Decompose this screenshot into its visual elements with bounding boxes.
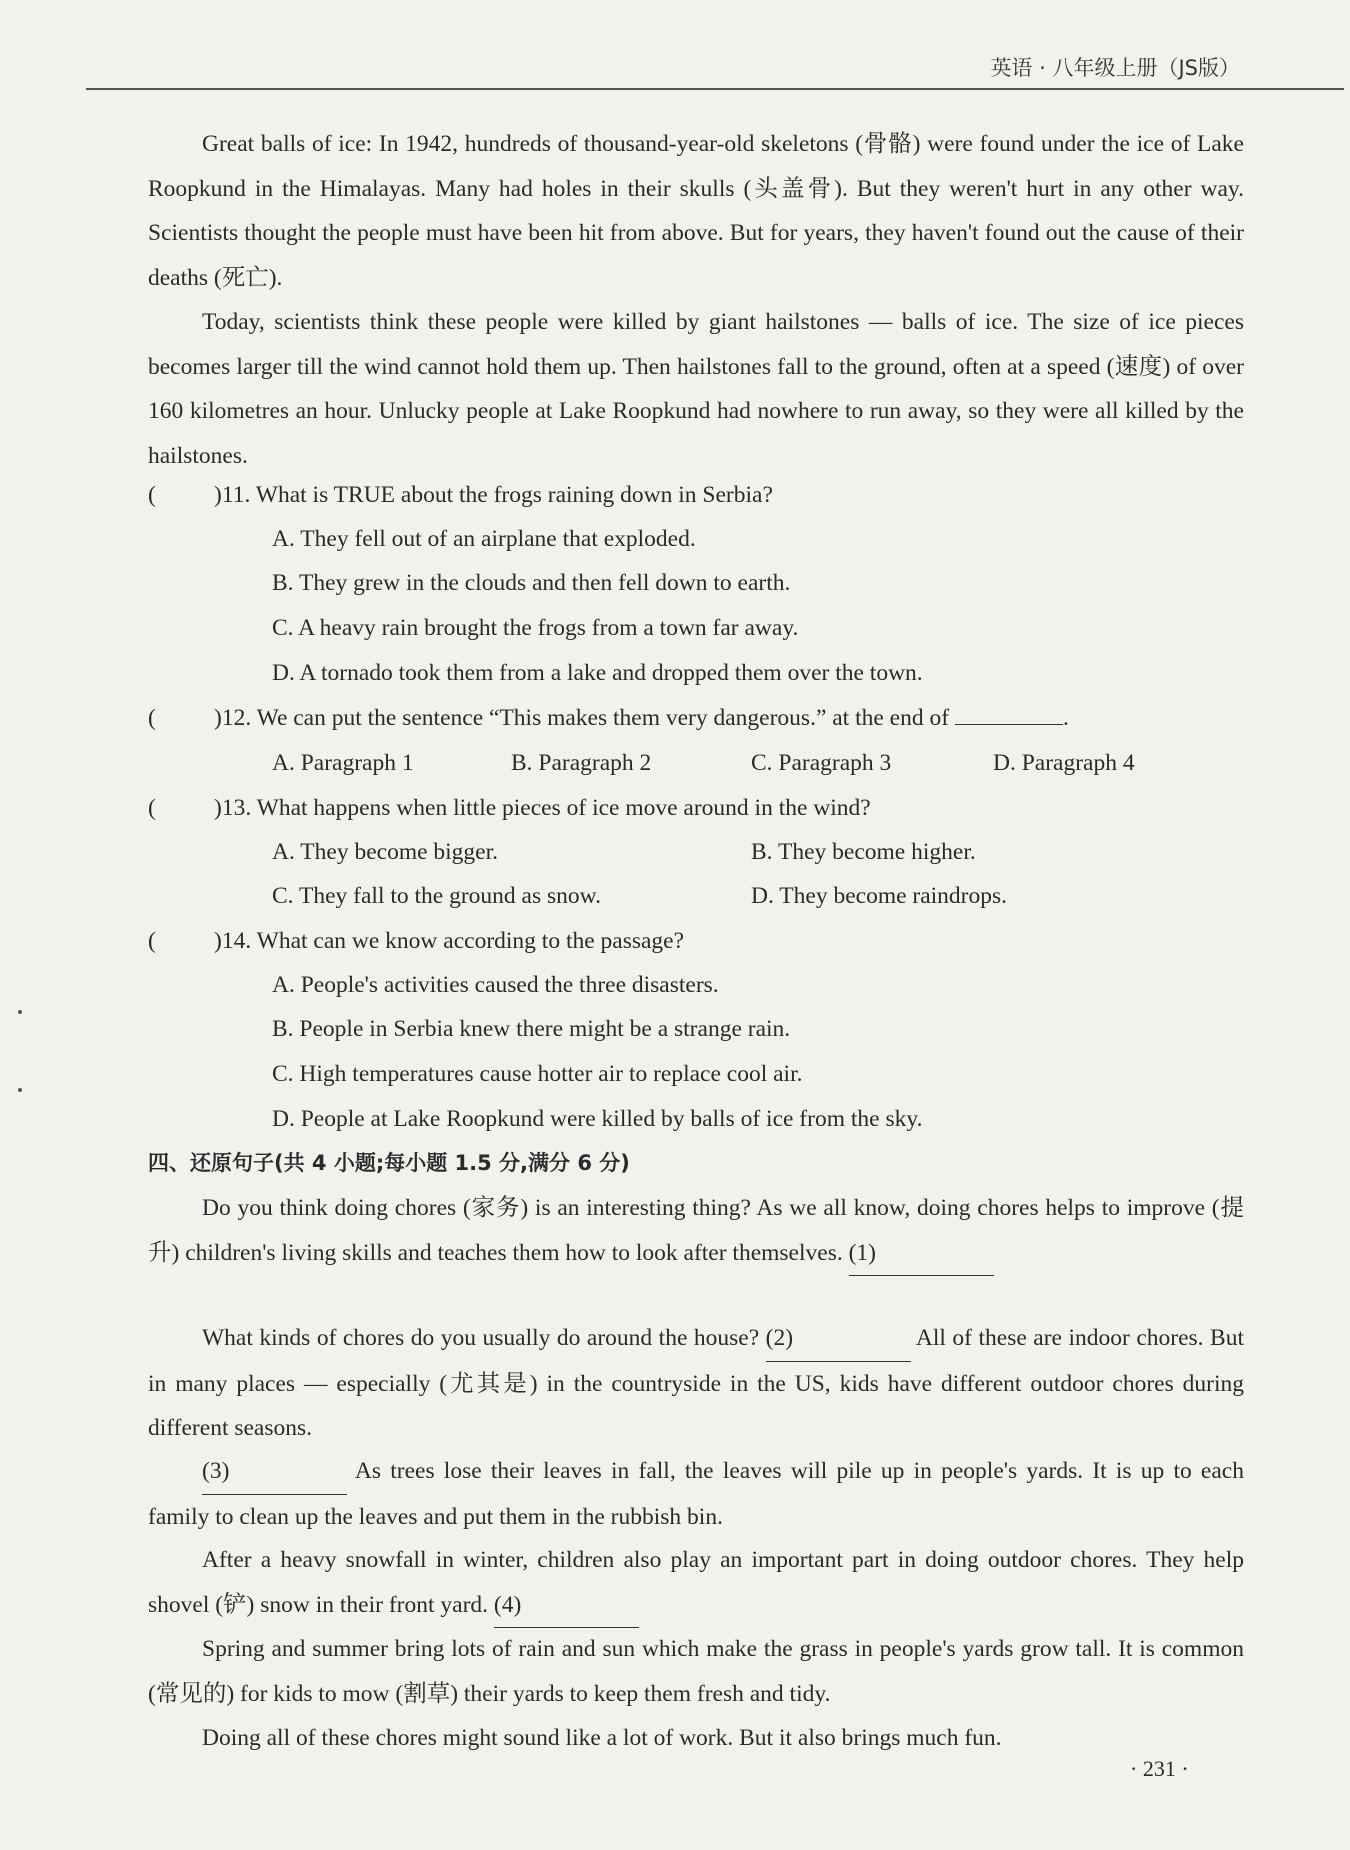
option: C. High temperatures cause hotter air to replace cool air. [272,1061,803,1087]
page-number: · 231 · [1130,1756,1189,1781]
answer-blank-4[interactable] [494,1583,639,1629]
option: A. Paragraph 1 [272,750,414,776]
blank-label: (1) [848,1239,876,1266]
answer-blank-3[interactable] [202,1449,347,1495]
answer-blank[interactable] [955,701,1063,726]
option: C. A heavy rain brought the frogs from a town far away. [272,615,799,641]
paragraph-text: Do you think doing chores (家务) is an interesting thing? As we all know, doing chores helps to improve (提升) children's living skills and teaches them how to look after themselves. [148,1195,1244,1266]
passage-paragraph [148,1538,1244,1628]
option: D. A tornado took them from a lake and dropped them over the town. [272,660,923,686]
option: D. Paragraph 4 [993,750,1135,776]
option: C. They fall to the ground as snow. [272,883,601,909]
margin-dot [18,1010,22,1014]
header-rule [86,88,1344,90]
section-heading: 四、还原句子(共 4 小题;每小题 1.5 分,满分 6 分) [148,1151,630,1175]
blank-label: (2) [765,1325,794,1351]
answer-bracket[interactable]: ( [148,928,156,954]
passage-paragraph [148,1186,1244,1276]
paragraph-text: All of these are indoor chores. But in many places — especially (尤其是) in the countryside in the US, kids have different outdoor chores during different seasons. [148,1325,1245,1442]
margin-dot [18,1088,22,1092]
paragraph-text: After a heavy snowfall in winter, children also play an important part in doing outdoor chores. They help shovel (铲) snow in their front yard. [148,1547,1244,1618]
answer-bracket[interactable]: ( [148,482,156,508]
passage-paragraph: Today, scientists think these people were killed by giant hailstones — balls of ice. The size of ice pieces becomes larger till the wind cannot hold them up. Then hailstones fall to the ground, often at a speed (速度) of over 160 kilometres an hour. Unlucky people at Lake Roopkund had nowhere to run away, so they were all killed by the hailstones. [148,309,1244,469]
answer-bracket[interactable]: ( [148,705,156,731]
passage-paragraph: Spring and summer bring lots of rain and sun which make the grass in people's yards grow tall. It is common (常见的) for kids to mow (割草) their yards to keep them fresh and tidy. [148,1636,1244,1707]
question-text: )11. What is TRUE about the frogs raining down in Serbia? [214,482,773,508]
option: B. They become higher. [751,839,976,865]
blank-label: (4) [493,1591,522,1618]
answer-bracket[interactable]: ( [148,795,156,821]
option: B. They grew in the clouds and then fell down to earth. [272,570,791,596]
option: B. People in Serbia knew there might be a strange rain. [272,1016,791,1042]
question-text [214,696,1069,740]
option: D. They become raindrops. [751,883,1008,909]
answer-blank-1[interactable] [849,1231,994,1277]
passage-paragraph [148,1449,1244,1539]
question-text: )13. What happens when little pieces of ice move around in the wind? [214,795,871,821]
passage-paragraph: Great balls of ice: In 1942, hundreds of thousand-year-old skeletons (骨骼) were found under the ice of Lake Roopkund in the Himalayas. Many had holes in their skulls (头盖骨). But they weren't hurt in any other way. Scientists thought the people must have been hit from above. But for years, they haven't found out the cause of their deaths (死亡). [148,131,1244,291]
paragraph-text: As trees lose their leaves in fall, the leaves will pile up in people's yards. It is up to each family to clean up the leaves and put them in the rubbish bin. [148,1458,1244,1530]
paragraph-text: What kinds of chores do you usually do around the house? [202,1325,760,1351]
page-header: 英语 · 八年级上册（JS版） [990,56,1240,80]
question-text: )14. What can we know according to the passage? [214,928,685,954]
question-text-main: )12. We can put the sentence “This makes them very dangerous.” at the end of [214,705,950,731]
option: A. They fell out of an airplane that exploded. [272,526,696,552]
answer-blank-2[interactable] [766,1316,911,1362]
option: A. They become bigger. [272,839,499,865]
passage-paragraph [148,1316,1244,1451]
option: A. People's activities caused the three disasters. [272,972,719,998]
option: C. Paragraph 3 [751,750,892,776]
option: D. People at Lake Roopkund were killed by balls of ice from the sky. [272,1106,923,1132]
blank-label: (3) [202,1458,230,1484]
passage-paragraph: Doing all of these chores might sound like a lot of work. But it also brings much fun. [202,1725,1002,1751]
option: B. Paragraph 2 [511,750,652,776]
question-text-end: . [1062,705,1069,731]
